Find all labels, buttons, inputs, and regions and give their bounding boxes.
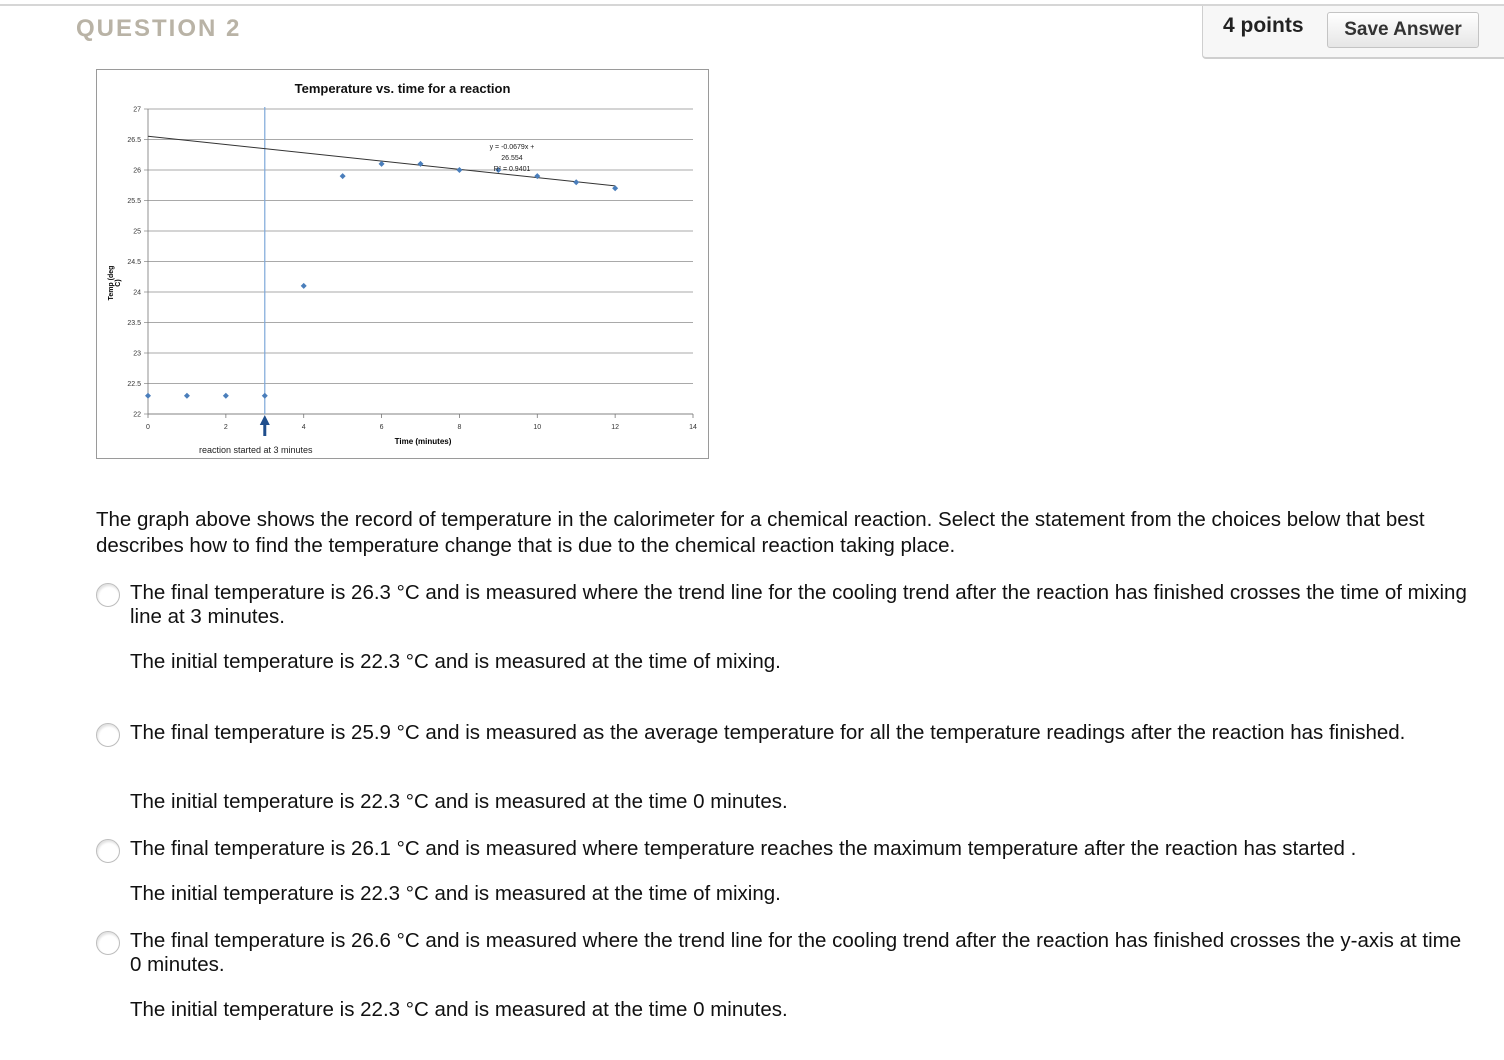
chart-annotation: reaction started at 3 minutes — [199, 445, 313, 455]
chart-x-tick-label: 12 — [611, 424, 620, 431]
data-point — [262, 393, 268, 399]
chart-y-tick-label: 25.5 — [127, 198, 141, 205]
chart-x-tick-label: 4 — [301, 424, 306, 431]
radio-button[interactable] — [96, 931, 120, 955]
data-point — [184, 393, 190, 399]
data-point — [379, 161, 385, 167]
option-initial-text: The initial temperature is 22.3 °C and is measured at the time 0 minutes. — [130, 790, 788, 813]
data-point — [340, 173, 346, 179]
points-label: 4 points — [1223, 14, 1304, 37]
radio-button[interactable] — [96, 583, 120, 607]
chart-y-tick-label: 24 — [133, 289, 141, 297]
chart-y-tick-label: 22.5 — [127, 381, 141, 388]
save-answer-button[interactable]: Save Answer — [1327, 12, 1479, 48]
chart-title: Temperature vs. time for a reaction — [294, 81, 511, 96]
option-text: The final temperature is 26.3 °C and is measured where the trend line for the cooling trend after the reaction has finished crosses the time of mixing line at 3 minutes. — [130, 581, 1467, 628]
chart-y-tick-label: 25 — [133, 228, 141, 236]
chart-x-tick-label: 0 — [146, 424, 150, 431]
data-point — [612, 185, 618, 191]
chart-x-tick-label: 8 — [457, 424, 462, 431]
option-text: The final temperature is 25.9 °C and is measured as the average temperature for all the temperature readings after the reaction has finished. — [130, 721, 1406, 744]
chart-x-tick-label: 2 — [223, 424, 228, 431]
question-title: QUESTION 2 — [76, 15, 242, 42]
trendline-r2-text: R² = 0.9401 — [493, 166, 531, 173]
chart-y-tick-label: 23 — [133, 350, 141, 358]
data-point — [223, 393, 229, 399]
chart-y-tick-label: 23.5 — [127, 320, 141, 327]
chart-x-tick-label: 6 — [379, 424, 384, 431]
chart-plot — [97, 70, 708, 458]
chart-x-tick-label: 14 — [689, 424, 697, 431]
chart-y-tick-label: 26 — [133, 167, 141, 175]
option-initial-text: The initial temperature is 22.3 °C and is measured at the time of mixing. — [130, 882, 781, 905]
data-point — [456, 167, 462, 173]
data-point — [573, 179, 579, 185]
trendline-equation-text: y = -0.0679x + 26.554 — [489, 144, 535, 162]
data-point — [418, 161, 424, 167]
chart-x-tick-label: 10 — [533, 424, 542, 431]
option-text: The final temperature is 26.6 °C and is measured where the trend line for the cooling trend after the reaction has finished crosses the y-axis at time 0 minutes. — [130, 929, 1462, 976]
chart-y-tick-label: 24.5 — [127, 259, 141, 266]
data-point — [145, 393, 151, 399]
trendline-equation — [479, 142, 545, 175]
arrow-head-icon — [260, 415, 270, 425]
question-prompt: The graph above shows the record of temperature in the calorimeter for a chemical reaction. Select the statement from the choices below that best describes how to find the temperature change that is due to the chemical reaction taking place. — [96, 508, 1425, 557]
points-panel — [1202, 6, 1504, 59]
chart-y-tick-label: 26.5 — [127, 137, 141, 144]
chart-image — [96, 69, 709, 459]
radio-button[interactable] — [96, 839, 120, 863]
option-initial-text: The initial temperature is 22.3 °C and is measured at the time of mixing. — [130, 650, 781, 673]
chart-y-axis-label: Temp (deg C) — [108, 265, 122, 301]
data-point — [301, 283, 307, 289]
chart-y-tick-label: 22 — [133, 411, 141, 419]
option-text: The final temperature is 26.1 °C and is measured where temperature reaches the maximum temperature after the reaction has started . — [130, 837, 1357, 860]
option-initial-text: The initial temperature is 22.3 °C and is measured at the time 0 minutes. — [130, 998, 788, 1021]
radio-button[interactable] — [96, 723, 120, 747]
chart-x-axis-label: Time (minutes) — [394, 437, 452, 446]
chart-y-tick-label: 27 — [133, 106, 141, 114]
